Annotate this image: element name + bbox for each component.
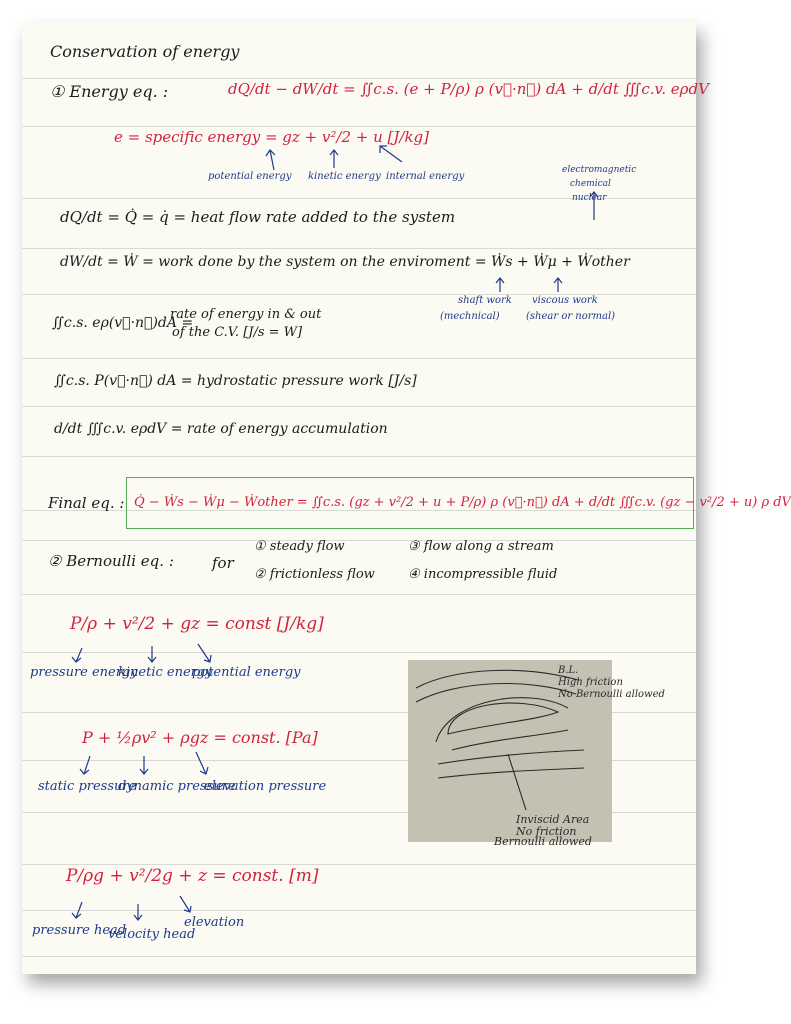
energy-eq-label: ① Energy eq. : [50,82,169,101]
final-eq-equation: Q̇ − Ẇs − Ẇμ − Ẇother = ∬c.s. (gz + v²/2 + u + P/ρ) ρ (v⃗·n⃗) dA + d/dt ∭c.v. (gz − v²/2 + u) ρ dV [134,495,791,510]
term1-integral: ∬c.s. eρ(v⃗·n⃗)dA = [52,315,194,331]
extra-note-chemical: chemical [570,179,611,189]
bernoulli-pressure-equation: P + ½ρv² + ρgz = const. [Pa] [82,728,318,747]
airfoil-sketch-photo [408,660,665,848]
extra-note-nuclear: nuclear [572,193,607,203]
pressure-head-note: pressure head [32,923,127,938]
photo-note-bottom-1: Inviscid Area [516,813,590,826]
condition-3: ③ flow along a stream [408,539,554,554]
bernoulli-for: for [212,554,234,572]
dynamic-pressure-note: dynamic pressure [118,779,236,794]
photo-note-bottom-3: Bernoulli allowed [494,835,592,848]
kinetic-energy-note-2: kinetic energy [118,665,213,680]
photo-note-top-1: B.L. [558,665,579,676]
term2-line: ∬c.s. P(v⃗·n⃗) dA = hydrostatic pressure work [J/s] [54,373,417,389]
photo-note-top-2: High friction [558,677,623,688]
final-eq-label: Final eq. : [48,494,125,512]
bernoulli-energy-equation: P/ρ + v²/2 + gz = const [J/kg] [70,614,324,634]
term1-desc-line2: of the C.V. [J/s = W] [172,325,303,340]
shaft-work-sub: (mechnical) [440,311,500,322]
elevation-pressure-note: elevation pressure [204,779,327,794]
static-pressure-note: static pressure [38,779,137,794]
energy-eq-equation: dQ/dt − dW/dt = ∬c.s. (e + P/ρ) ρ (v⃗·n⃗) dA + d/dt ∭c.v. eρdV [228,80,709,98]
photo-note-bottom-2: No friction [516,825,577,838]
condition-4: ④ incompressible fluid [408,567,558,582]
internal-energy-note: internal energy [386,171,465,182]
viscous-work-note: viscous work [532,295,598,306]
extra-note-electromagnetic: electromagnetic [562,165,637,175]
viscous-work-sub: (shear or normal) [526,311,616,322]
term3-line: d/dt ∭c.v. eρdV = rate of energy accumulation [54,421,388,437]
elevation-head-note: elevation [184,915,245,930]
work-equation: dW/dt = Ẇ = work done by the system on the enviroment = Ẇs + Ẇμ + Ẇother [60,254,630,270]
condition-2: ② frictionless flow [254,567,375,582]
potential-energy-note-2: potential energy [192,665,301,680]
potential-energy-note: potential energy [208,171,292,182]
notebook-page [22,22,791,974]
pressure-energy-note: pressure energy [30,665,138,680]
bernoulli-head-equation: P/ρg + v²/2g + z = const. [m] [66,866,319,886]
kinetic-energy-note: kinetic energy [308,171,381,182]
term1-desc-line1: rate of energy in & out [170,307,322,322]
velocity-head-note: velocity head [108,927,196,942]
page-title: Conservation of energy [50,42,240,61]
specific-energy-equation: e = specific energy = gz + v²/2 + u [J/kg] [114,128,429,146]
bernoulli-label: ② Bernoulli eq. : [48,552,174,570]
photo-note-top-3: No Bernoulli allowed [558,689,665,700]
condition-1: ① steady flow [254,539,345,554]
shaft-work-note: shaft work [458,295,512,306]
heat-flow-line: dQ/dt = Q̇ = q̇ = heat flow rate added to the system [60,208,456,226]
